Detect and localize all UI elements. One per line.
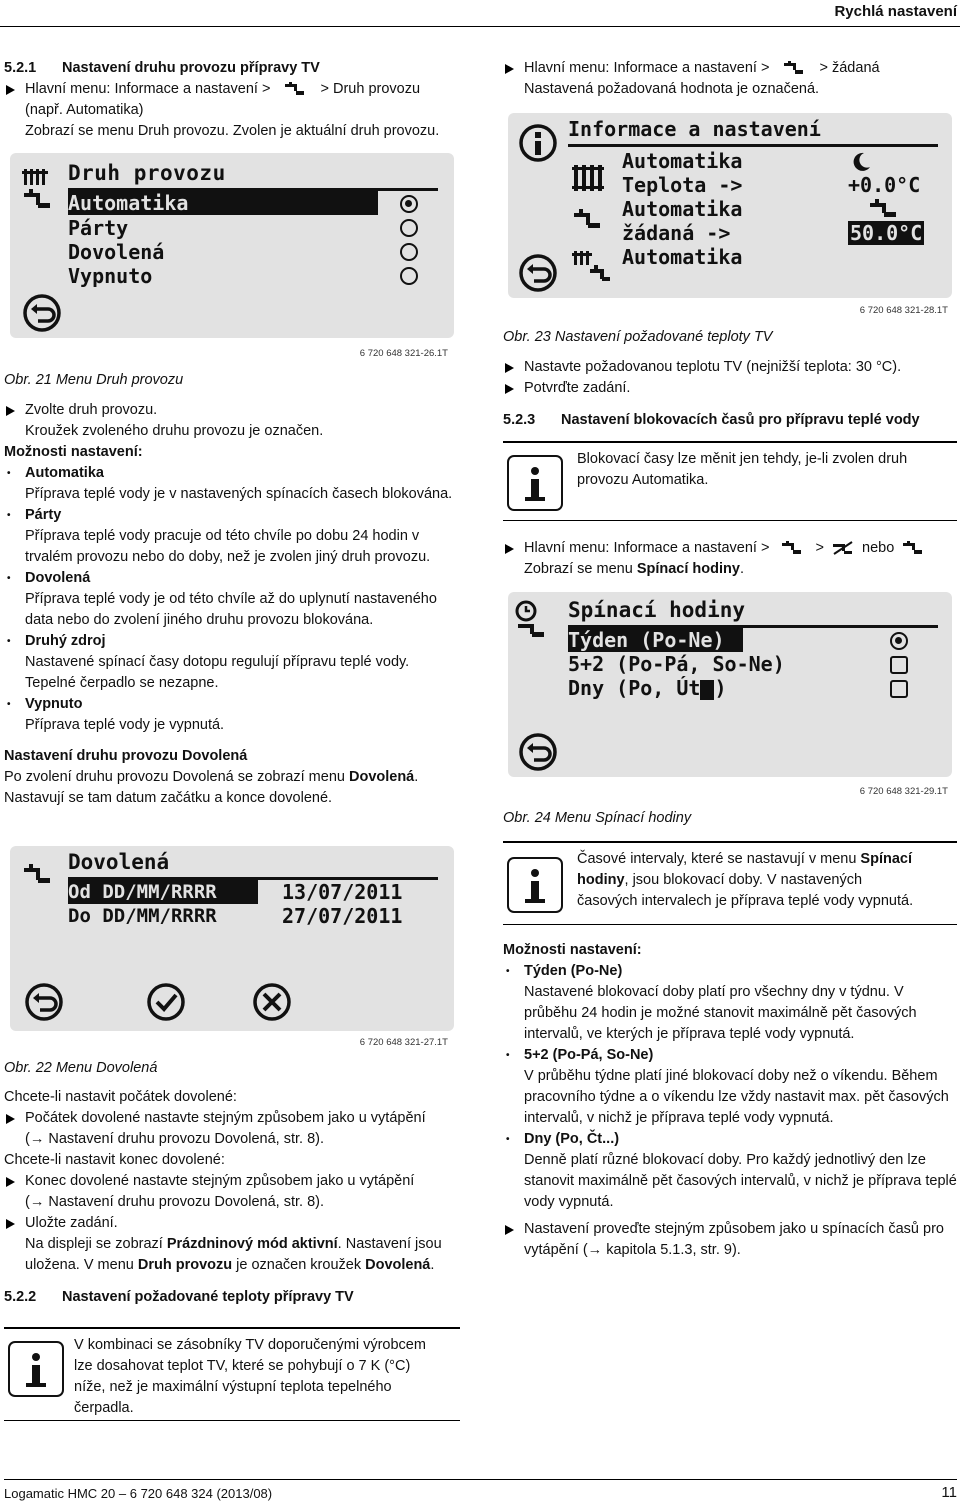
option-vypnuto-title: • Vypnuto [4,694,460,715]
radio-vypnuto[interactable] [400,267,418,285]
option-dovolena-desc: Příprava teplé vody je od této chvíle až do uplynutí nastaveného data nebo do zvolení jiného druhu provozu blokována. [25,591,437,628]
lcd-title: Informace a nastavení [568,117,821,141]
lcd-setpoint-value[interactable]: 50.0°C [850,221,923,245]
right-column [503,58,957,100]
dhw-tap-icon [902,541,924,555]
lcd-from-label[interactable]: Od DD/MM/RRRR [68,880,258,904]
cancel-x-icon[interactable] [252,982,292,1022]
start-heading: Chcete-li nastavit počátek dovolené: [4,1089,237,1105]
lcd-from-value[interactable]: 13/07/2011 [282,880,403,904]
options-heading: Možnosti nastavení: [4,444,143,460]
option-tyden-title: • Týden (Po-Ne) [503,961,957,982]
option-5-2-desc: V průběhu týdne platí jiné blokovací doby než o víkendu. Během pracovního týdne a o víkendu lze vždy nastavit max. pět časových intervalů, v nichž je příprava teplé vody vypnutá. [524,1068,949,1126]
info-box-blocking [503,441,957,521]
info-icon [518,123,558,163]
lcd-heating-mode: Automatika [622,149,743,173]
lcd-option-vypnuto[interactable]: Vypnuto [68,264,153,288]
back-icon[interactable] [518,253,558,293]
option-automatika-title: • Automatika [4,463,460,484]
lcd-option-automatika[interactable]: Automatika [68,191,378,215]
radio-tyden[interactable] [890,632,908,650]
option-vypnuto-desc: Příprava teplé vody je vypnutá. [25,717,225,733]
options-heading: Možnosti nastavení: [503,942,642,958]
section-5-2-1-heading: 5.2.1 Nastavení druhu provozu přípravy TV [4,60,320,76]
right-column-mid [503,327,957,431]
footer-doc-id: Logamatic HMC 20 – 6 720 648 324 (2013/08) [4,1486,273,1501]
radio-party[interactable] [400,219,418,237]
caption-fig22: Obr. 22 Menu Dovolená [4,1060,158,1076]
lcd-title: Spínací hodiny [568,598,746,622]
lcd-combined-mode: Automatika [622,245,743,269]
dhw-tap-icon [572,207,606,233]
info-icon [507,455,563,511]
caption-fig21: Obr. 21 Menu Druh provozu [4,372,184,388]
option-automatika-desc: Příprava teplé vody je v nastavených spínacích časech blokována. [25,486,453,502]
radiator-tap-icon [572,249,612,287]
lcd-druh-provozu [10,153,454,338]
right-column-step4 [503,538,957,580]
dhw-tap-icon [284,82,306,96]
step-main-menu-druh: Hlavní menu: Informace a nastavení > > Druh provozu [4,79,460,100]
lcd-option-tyden[interactable]: Týden (Po-Ne) [568,628,743,652]
radiator-tap-icon [22,167,56,215]
lcd-to-label[interactable]: Do DD/MM/RRRR [68,905,217,927]
info-box-intervals [503,841,957,925]
option-tyden-desc: Nastavené blokovací doby platí pro všechny dny v týdnu. V průběhu 24 hodin je možné stanovit maximálně pět časových intervalů, ve kterých je příprava teplé vody vypnutá. [524,984,917,1042]
start-ref: (→ Nastavení druhu provozu Dovolená, str. 8). [25,1131,325,1147]
back-icon[interactable] [24,982,64,1022]
step-select-mode: Zvolte druh provozu. [4,400,460,421]
save-step: Uložte zadání. [4,1213,460,1234]
moon-icon [850,151,872,173]
dhw-tap-icon [868,197,902,221]
info-text: V kombinaci se zásobníky TV doporučenými výrobcem lze dosahovat teplot TV, které se pohybují o 7 K (°C) níže, než je maximální výstupní teplota tepelného čerpadla. [74,1337,426,1416]
left-column [4,58,460,142]
option-dny-desc: Denně platí různé blokovací doby. Pro každý jednotlivý den lze stanovit maximálně pět časových intervalů, v nichž je příprava teplé vody vypnutá. [524,1152,957,1210]
start-step: Počátek dovolené nastavte stejným způsobem jako u vytápění [4,1108,460,1129]
dhw-tap-icon [783,61,805,75]
option-5-2-title: • 5+2 (Po-Pá, So-Ne) [503,1045,957,1066]
step-set-temperature: Nastavte požadovanou teplotu TV (nejnižší teplota: 30 °C). [503,357,957,378]
info-icon [8,1341,64,1397]
confirm-check-icon[interactable] [146,982,186,1022]
lcd-to-value[interactable]: 27/07/2011 [282,904,403,928]
option-dovolena-title: • Dovolená [4,568,460,589]
end-ref: (→ Nastavení druhu provozu Dovolená, str. 8). [25,1194,325,1210]
step-shows-menu: Zobrazí se menu Spínací hodiny. [524,561,744,577]
step-note-example: (např. Automatika) [25,102,144,118]
lcd-temperature-value: +0.0°C [848,173,921,197]
radio-dny[interactable] [890,680,908,698]
radio-automatika[interactable] [400,195,418,213]
section-5-2-3-heading: 5.2.3 Nastavení blokovacích časů pro přípravu teplé vody [503,412,920,428]
header-rule [0,26,960,27]
lcd-title: Dovolená [68,850,170,874]
lcd-title-rule [568,144,938,147]
lcd-spinaci-hodiny [508,592,952,777]
left-column-text [4,370,460,809]
figure-ref-26: 6 720 648 321-26.1T [359,348,448,359]
save-desc-2: uložena. V menu Druh provozu je označen kroužek Dovolená. [25,1257,435,1273]
final-step: Nastavení proveďte stejným způsobem jako u spínacích časů pro vytápění (→ kapitola 5.1.3, str. 9). [503,1219,957,1261]
lcd-dovolena [10,846,454,1031]
end-heading: Chcete-li nastavit konec dovolené: [4,1152,225,1168]
option-druhy-zdroj-title: • Druhý zdroj [4,631,460,652]
caption-fig24: Obr. 24 Menu Spínací hodiny [503,810,692,826]
lcd-informace-nastaveni [508,113,952,298]
step-select-note: Kroužek zvoleného druhu provozu je označen. [25,423,324,439]
figure-ref-28: 6 720 648 321-28.1T [859,305,948,316]
lcd-option-dny[interactable]: Dny (Po, Út ) [568,676,727,700]
step-main-menu-spinaci: Hlavní menu: Informace a nastavení > > nebo [503,538,957,559]
page-number: 11 [941,1484,957,1501]
lcd-option-dovolena[interactable]: Dovolená [68,240,165,264]
caption-fig23: Obr. 23 Nastavení požadované teploty TV [503,329,773,345]
step-note-shows-menu: Zobrazí se menu Druh provozu. Zvolen je aktuální druh provozu. [25,123,440,139]
figure-ref-27: 6 720 648 321-27.1T [359,1037,448,1048]
lcd-option-party[interactable]: Párty [68,216,129,240]
option-party-desc: Příprava teplé vody pracuje od této chvíle po dobu 24 hodin v trvalém provozu nebo do doby, než je zvolen jiný druh provozu. [25,528,431,565]
section-5-2-2-heading: 5.2.2 Nastavení požadované teploty přípravy TV [4,1289,354,1305]
info-icon [507,857,563,913]
save-desc-1: Na displeji se zobrazí Prázdninový mód aktivní. Nastavení jsou [25,1236,442,1252]
info-box-temperature [4,1327,460,1421]
lcd-dhw-mode: Automatika [622,197,743,221]
dovolena-paragraph-2: Nastavují se tam datum začátku a konce dovolené. [4,790,333,806]
step-confirm: Potvrďte zadání. [503,378,957,399]
info-text: Časové intervaly, které se nastavují v menu Spínací hodiny, jsou blokovací doby. V nastavených časových intervalech je příprava teplé vody vypnutá. [577,851,914,909]
dhw-tap-icon [22,862,56,888]
step-main-menu-zadana: Hlavní menu: Informace a nastavení > > žádaná [503,58,957,79]
radio-dovolena[interactable] [400,243,418,261]
header-title: Rychlá nastavení [834,3,957,20]
lcd-temperature-label: Teplota -> [622,173,743,197]
step-note-marked: Nastavená požadovaná hodnota je označená. [524,81,820,97]
option-dny-title: • Dny (Po, Čt...) [503,1129,957,1150]
footer-rule [4,1479,957,1480]
dhw-tap-icon [781,541,803,555]
lcd-title: Druh provozu [68,161,226,185]
tap-crossed-icon [832,541,854,555]
lcd-setpoint-label: žádaná -> [622,221,731,245]
back-icon[interactable] [22,293,62,333]
option-druhy-zdroj-desc: Nastavené spínací časy dotopu regulují přípravu teplé vody. Tepelné čerpadlo se nezapne. [25,654,410,691]
info-text: Blokovací časy lze měnit jen tehdy, je-li zvolen druh provozu Automatika. [577,451,908,488]
dovolena-paragraph: Po zvolení druhu provozu Dovolená se zobrazí menu Dovolená. [4,769,419,785]
clock-tap-icon [514,600,554,640]
dovolena-heading: Nastavení druhu provozu Dovolená [4,748,248,764]
option-party-title: • Párty [4,505,460,526]
figure-ref-29: 6 720 648 321-29.1T [859,786,948,797]
radiator-icon [572,161,606,195]
end-step: Konec dovolené nastavte stejným způsobem jako u vytápění [4,1171,460,1192]
back-icon[interactable] [518,732,558,772]
left-column-bottom [4,1058,460,1308]
radio-5-2[interactable] [890,656,908,674]
page-header [0,0,960,26]
lcd-option-5-2[interactable]: 5+2 (Po-Pá, So-Ne) [568,652,785,676]
right-column-bottom [503,940,957,1261]
